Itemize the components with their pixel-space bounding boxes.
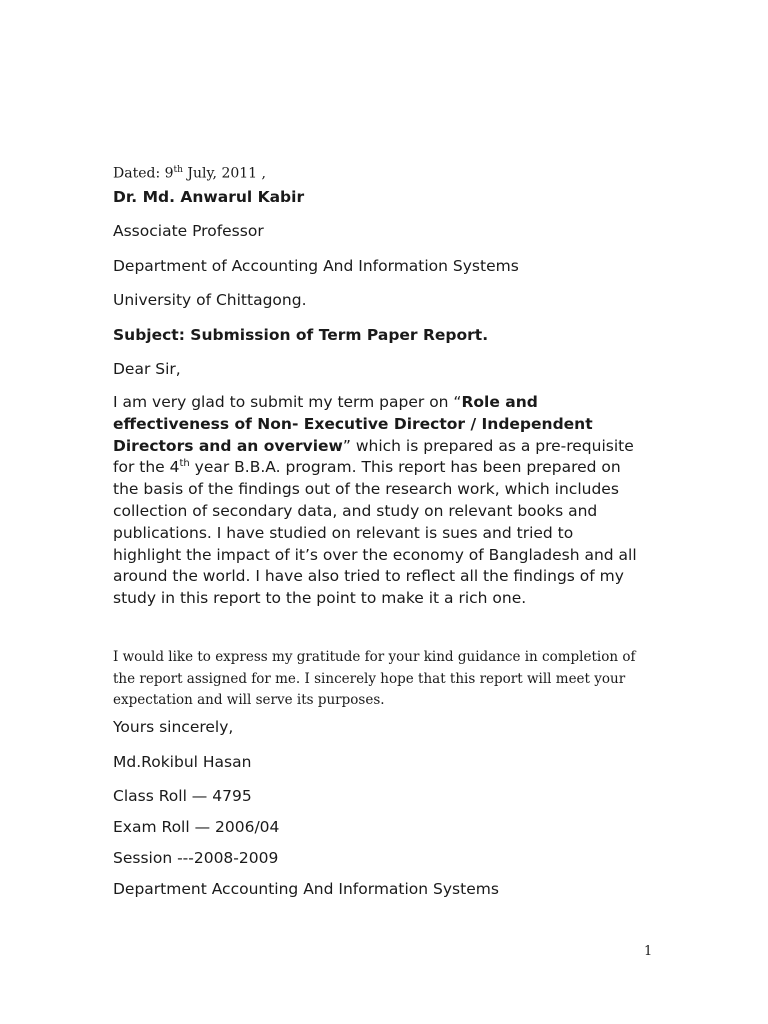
recipient-department: Department of Accounting And Information Systems <box>113 257 519 275</box>
session: Session ---2008-2009 <box>113 849 279 867</box>
body1-mid: ” which is prepared as a pre-requisite for the 4 <box>113 436 634 477</box>
salutation: Dear Sir, <box>113 360 181 378</box>
letter-date <box>113 160 653 184</box>
recipient-name: Dr. Md. Anwarul Kabir <box>113 188 305 206</box>
body-paragraph-1 <box>113 392 638 610</box>
closing: Yours sincerely, <box>113 718 234 736</box>
date-text-suffix: July, 2011 , <box>182 165 266 182</box>
body1-superscript: th <box>179 458 190 470</box>
body-paragraph-2: I would like to express my gratitude for your kind guidance in completion of the report assigned for me. I sincerely hope that this report will meet your expectation and will serve its purposes. <box>113 649 636 708</box>
body1-topic: Role and effectiveness of Non- Executive Director / Independent Directors and an overview <box>113 393 593 455</box>
recipient-title: Associate Professor <box>113 222 264 240</box>
exam-roll: Exam Roll — 2006/04 <box>113 818 280 836</box>
recipient-university: University of Chittagong. <box>113 291 307 309</box>
body1-rest: year B.B.A. program. This report has been prepared on the basis of the findings out of the research work, which includes collection of secondary data, and study on relevant books and publications. I have studied on relevant is sues and tried to highlight the impact of it’s over the economy of Bangladesh and all around the world. I have also tried to reflect all the findings of my study in this report to the point to make it a rich one. <box>113 458 637 608</box>
class-roll: Class Roll — 4795 <box>113 787 252 805</box>
sender-name: Md.Rokibul Hasan <box>113 753 252 771</box>
subject-line: Subject: Submission of Term Paper Report. <box>113 326 489 344</box>
sender-department: Department Accounting And Information Systems <box>113 880 499 898</box>
body1-intro: I am very glad to submit my term paper on “ <box>113 393 462 411</box>
page-number: 1 <box>644 944 653 959</box>
date-text: Dated: 9 <box>113 165 174 182</box>
date-superscript: th <box>173 165 183 175</box>
